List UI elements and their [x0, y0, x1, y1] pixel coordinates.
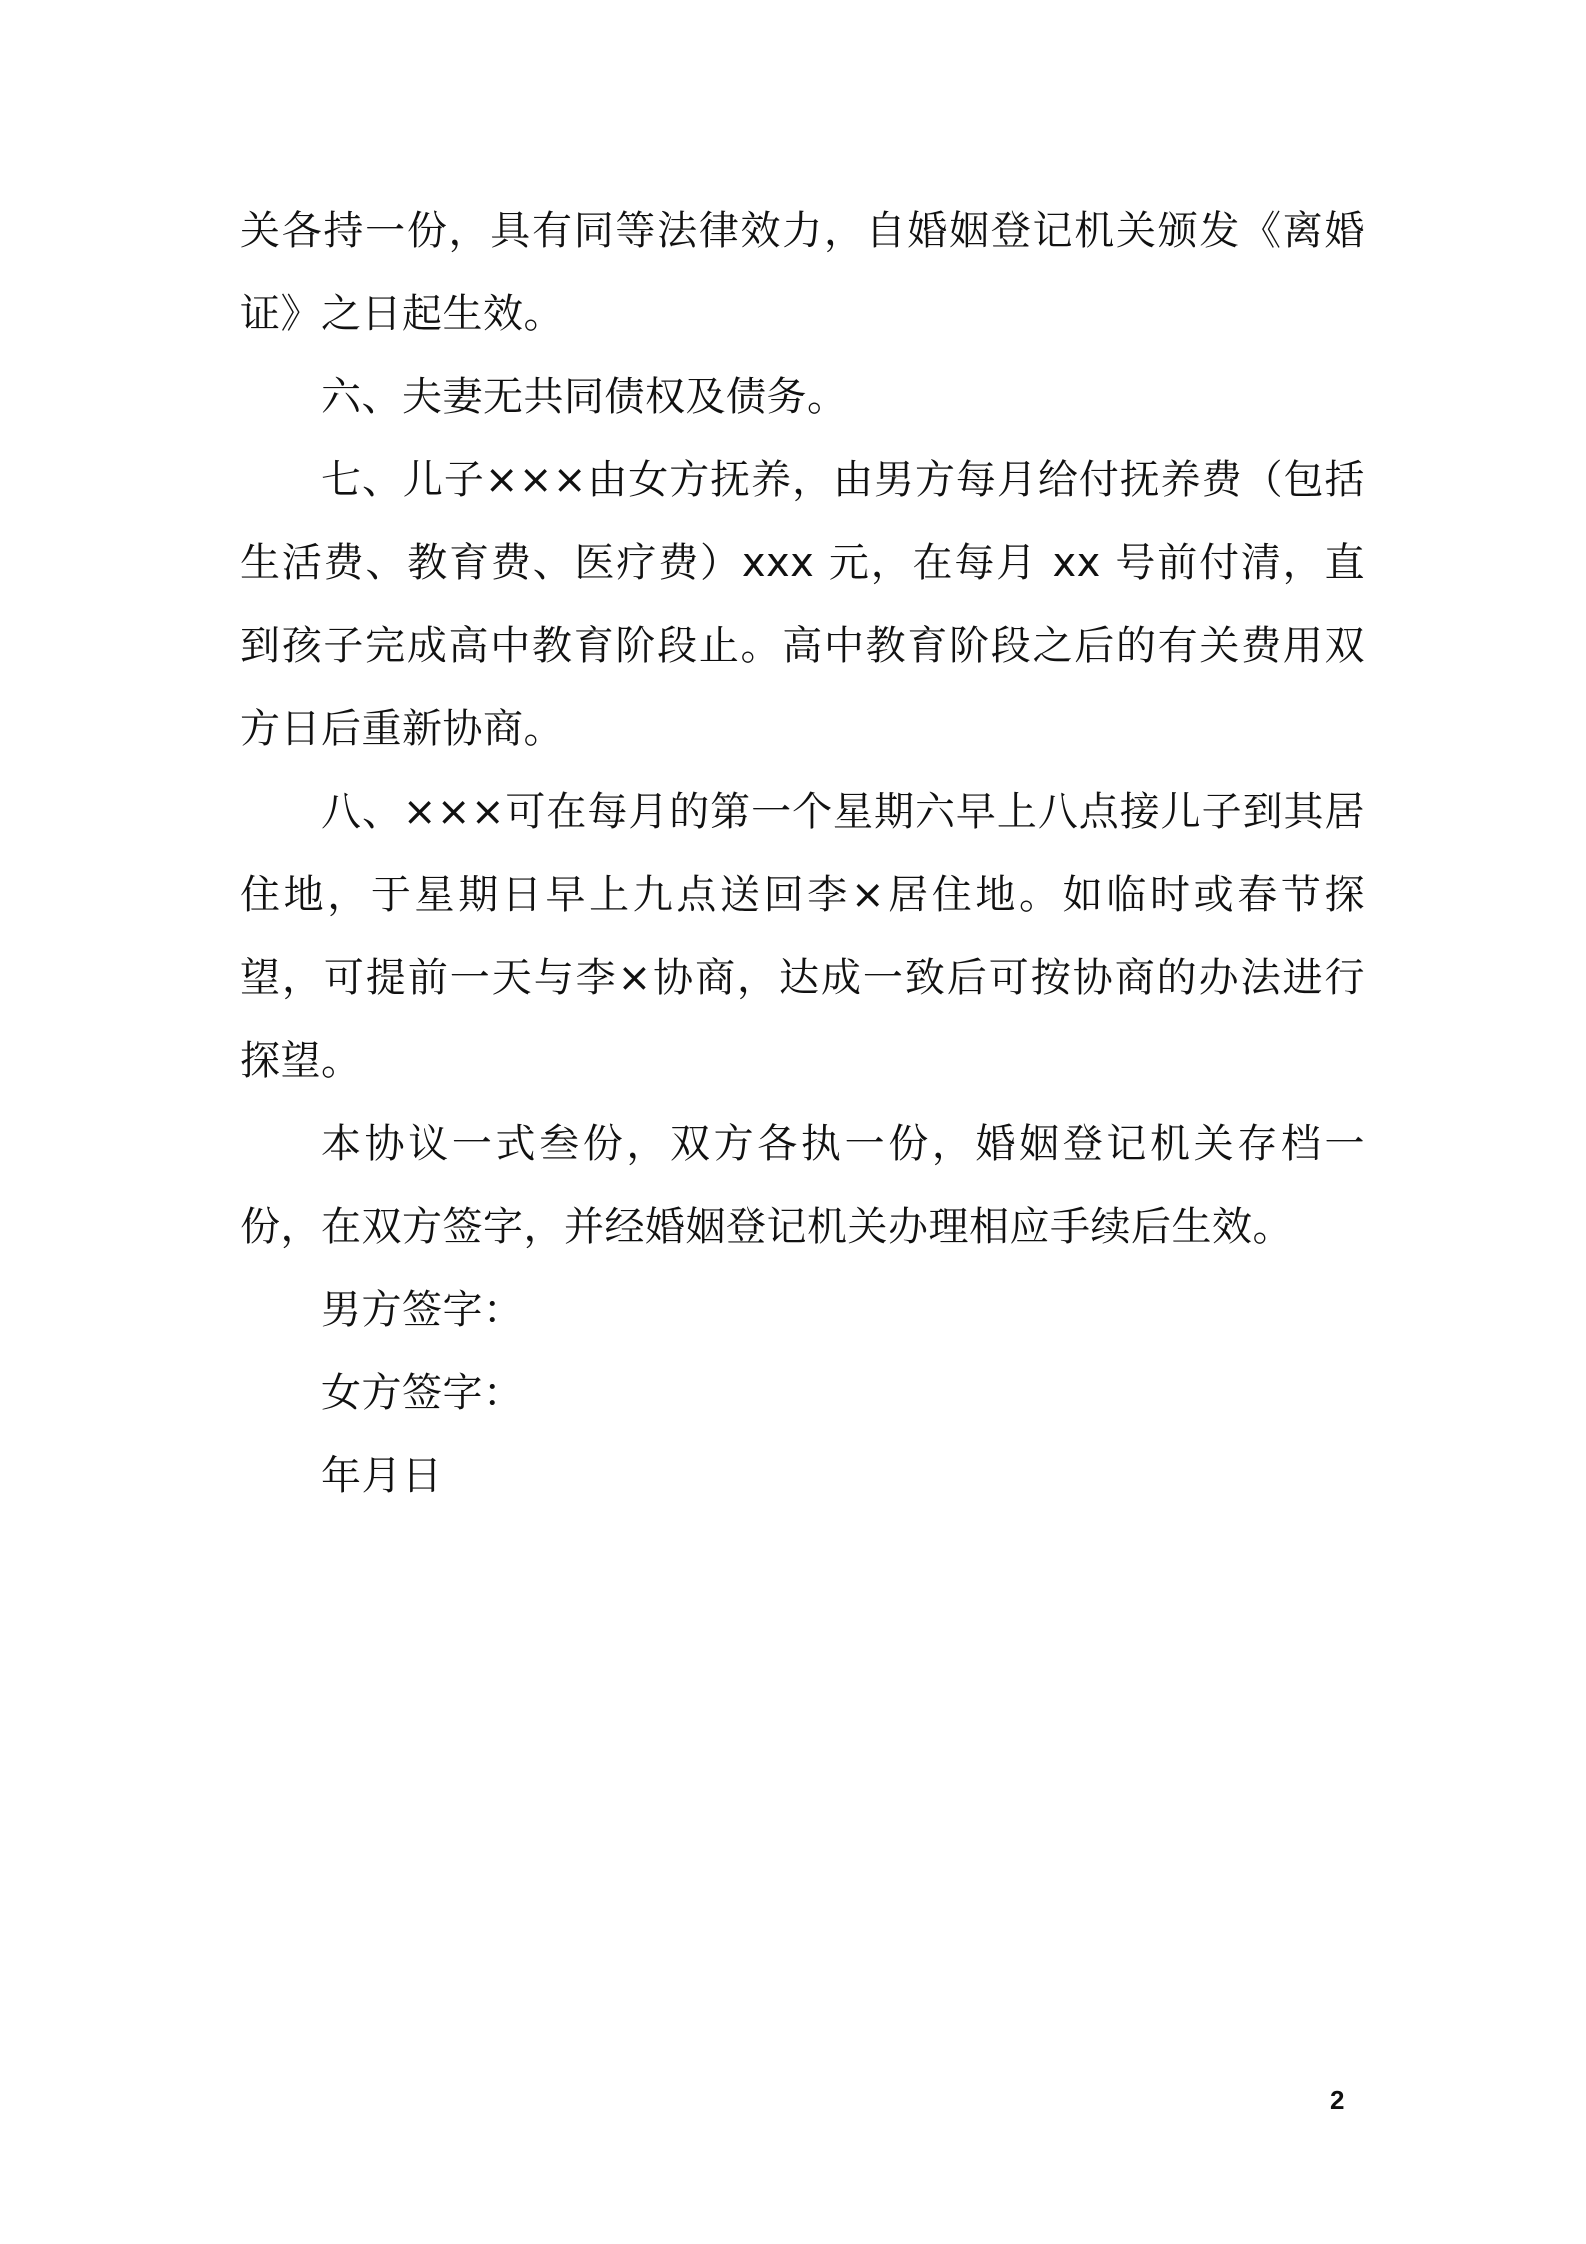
- paragraph-continuation-clause-five: 关各持一份，具有同等法律效力，自婚姻登记机关颁发《离婚证》之日起生效。: [240, 208, 1365, 337]
- date-line: 年月日: [321, 1453, 443, 1499]
- document-body: [240, 190, 1365, 1518]
- paragraph-agreement-copies: 本协议一式叁份，双方各执一份，婚姻登记机关存档一份，在双方签字，并经婚姻登记机关办理相应手续后生效。: [240, 1121, 1365, 1250]
- paragraph-clause-seven: 七、儿子×××由女方抚养，由男方每月给付抚养费（包括生活费、教育费、医疗费）xxx 元，在每月 xx 号前付清，直到孩子完成高中教育阶段止。高中教育阶段之后的有关费用双方日后重新协商。: [240, 457, 1365, 752]
- paragraph-clause-eight: 八、×××可在每月的第一个星期六早上八点接儿子到其居住地，于星期日早上九点送回李×居住地。如临时或春节探望，可提前一天与李×协商，达成一致后可按协商的办法进行探望。: [240, 789, 1365, 1084]
- paragraph-clause-six: 六、夫妻无共同债权及债务。: [321, 374, 848, 420]
- male-signature-line: 男方签字：: [321, 1287, 524, 1333]
- page-number: 2: [1330, 2085, 1345, 2115]
- female-signature-line: 女方签字：: [321, 1370, 524, 1416]
